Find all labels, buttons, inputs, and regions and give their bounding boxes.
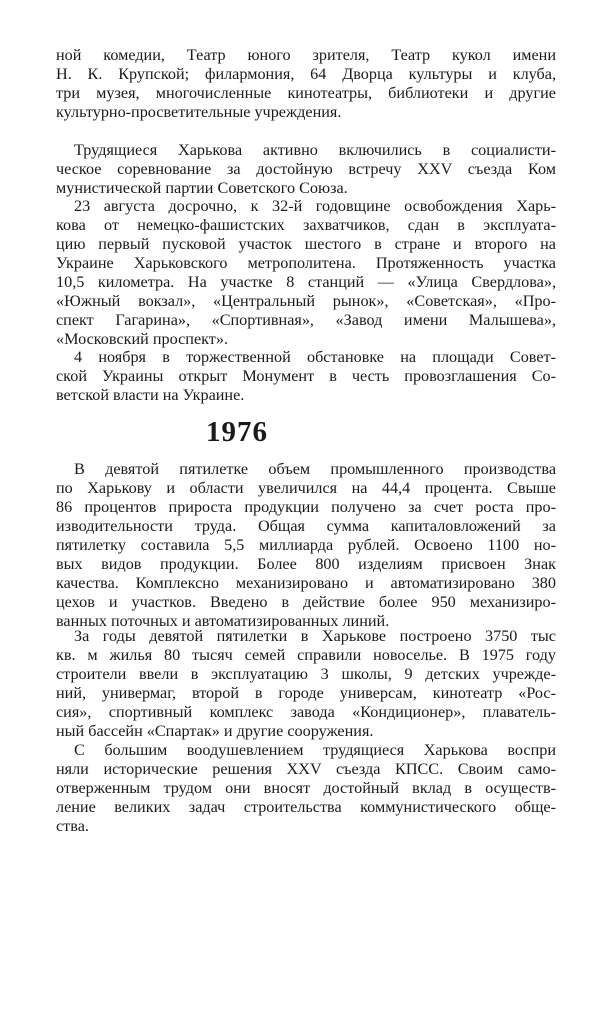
- text-line: мунистической партии Советского Союза.: [56, 179, 348, 197]
- text-line: изводительности труда. Общая сумма капиталовложений за: [56, 517, 556, 535]
- text-line: «Южный вокзал», «Центральный рынок», «Советская», «Про-: [56, 292, 556, 310]
- text-line: строители ввели в эксплуатацию 3 школы, 9 детских учрежде-: [56, 665, 556, 683]
- text-line: отверженным трудом они вносят достойный вклад в осуществ-: [56, 779, 556, 797]
- text-line: ванных поточных и автоматизированных линий.: [56, 612, 390, 630]
- text-line: вых видов продукции. Более 800 изделиям присвоен Знак: [56, 555, 556, 573]
- text-line: 10,5 километра. На участке 8 станций — «Улица Свердлова»,: [56, 273, 556, 291]
- text-line: кова от немецко-фашистских захватчиков, сдан в эксплуата-: [56, 216, 556, 234]
- year-heading: 1976: [206, 416, 268, 448]
- text-line: три музея, многочисленные кинотеатры, библиотеки и другие: [56, 84, 556, 102]
- text-line: цехов и участков. Введено в действие более 950 механизиро-: [56, 593, 556, 611]
- paragraph-culture: [56, 46, 556, 122]
- text-line: ной комедии, Театр юного зрителя, Театр кукол имени: [56, 46, 556, 64]
- text-line: 4 ноября в торжественной обстановке на площади Совет-: [74, 348, 556, 366]
- text-line: 23 августа досрочно, к 32-й годовщине освобождения Харь-: [74, 197, 556, 215]
- text-line: няли исторические решения XXV съезда КПСС. Своим само-: [56, 760, 556, 778]
- paragraph-five-year-plan: [56, 460, 556, 631]
- text-line: С большим воодушевлением трудящиеся Харькова воспри: [74, 741, 556, 759]
- text-line: ческое соревнование за достойную встречу XXV съезда Ком: [56, 160, 556, 178]
- text-line: пятилетку составила 5,5 миллиарда рублей. Освоено 1100 но-: [56, 536, 556, 554]
- text-line: Н. К. Крупской; филармония, 64 Дворца культуры и клуба,: [56, 65, 556, 83]
- text-line: сия», спортивный комплекс завода «Кондиционер», плаватель-: [56, 703, 556, 721]
- text-line: ветской власти на Украине.: [56, 386, 245, 404]
- paragraph-competition: [56, 141, 556, 198]
- text-line: «Московский проспект».: [56, 330, 229, 348]
- paragraph-metro: [56, 197, 556, 349]
- text-line: качества. Комплексно механизировано и автоматизировано 380: [56, 574, 556, 592]
- text-line: кв. м жилья 80 тысяч семей справили новоселье. В 1975 году: [56, 646, 556, 664]
- text-line: по Харькову и области увеличился на 44,4 процента. Свыше: [56, 479, 556, 497]
- text-line: 86 процентов прироста продукции получено за счет роста про-: [56, 498, 556, 516]
- text-line: Украине Харьковского метрополитена. Протяженность участка: [56, 254, 556, 272]
- text-line: ства.: [56, 817, 89, 835]
- text-line: спект Гагарина», «Спортивная», «Завод имени Малышева»,: [56, 311, 556, 329]
- text-line: В девятой пятилетке объем промышленного производства: [74, 460, 556, 478]
- text-line: ный бассейн «Спартак» и другие сооружения.: [56, 722, 374, 740]
- paragraph-housing: [56, 627, 556, 741]
- text-line: ление великих задач строительства коммунистического обще-: [56, 798, 556, 816]
- paragraph-monument: [56, 348, 556, 405]
- text-line: ской Украины открыт Монумент в честь провозглашения Со-: [56, 367, 556, 385]
- text-line: цию первый пусковой участок шестого в стране и второго на: [56, 235, 556, 253]
- text-line: Трудящиеся Харькова активно включились в социалисти-: [74, 141, 556, 159]
- paragraph-congress: [56, 741, 556, 836]
- text-line: За годы девятой пятилетки в Харькове построено 3750 тыс: [74, 627, 556, 645]
- text-line: ний, универмаг, второй в городе универсам, кинотеатр «Рос-: [56, 684, 556, 702]
- text-line: культурно-просветительные учреждения.: [56, 103, 342, 121]
